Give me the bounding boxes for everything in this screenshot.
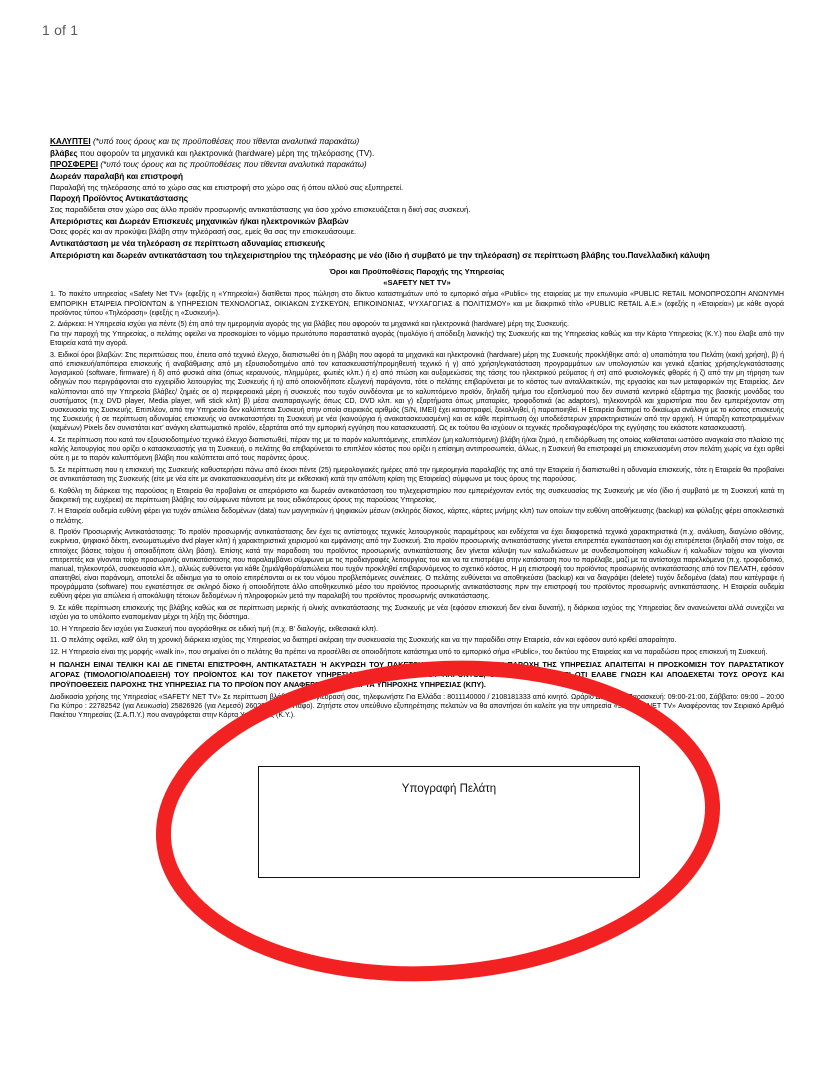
header-label-unlimited-repairs: Απεριόριστες και Δωρεάν Επισκευές μηχανικών ή/και ηλεκτρονικών βλαβών [50, 216, 349, 226]
header-rest-3: (*υπό τους όρους και τις προϋποθέσεις που τίθενται αναλυτικά παρακάτω) [100, 160, 367, 170]
term-paragraph-1: 1. Το πακέτο υπηρεσίας «Safety Net TV» (εφεξής η «Υπηρεσία») διατίθεται προς πώληση στο δίκτυο καταστημάτων υπό το εμπορικό σήμα «Public» της εταιρείας με την επωνυμία «PUBLIC RETAIL ΜΟΝΟΠΡΟΣΩΠΗ ΑΝΩΝΥΜΗ ΕΜΠΟΡΙΚΗ ΕΤΑΙΡΕΙΑ ΠΡΟΪΟΝΤΩΝ & ΥΠΗΡΕΣΙΩΝ ΤΕΧΝΟΛΟΓΙΑΣ, ΟΙΚΙΑΚΩΝ ΣΥΣΚΕΥΩΝ, ΕΠΙΚΟΙΝΩΝΙΑΣ, ΨΥΧΑΓΩΓΙΑΣ & ΠΟΛΙΤΙΣΜΟΥ» και με διακριτικό τίτλο «PUBLIC RETAIL A.E.» (εφεξής η «Εταιρεία») με κάθε αγορά προϊόντος τύπου «Τηλεόραση» (εφεξής η «Συσκευή»). [50, 291, 784, 317]
header-line-5: Παραλαβή της τηλεόρασης από το χώρο σας και επιστροφή στο χώρο σας ή όπου αλλού σας εξυπηρετεί. [50, 182, 404, 192]
usage-procedure-paragraph: Διαδικασία χρήσης της Υπηρεσίας «SAFETY NET TV» Σε περίπτωση βλάβης στην τηλεόρασή σας, τηλεφωνήστε Για Ελλάδα : 8011140000 / 2108181333 από κινητό. Ωράριο Δευτέρα - Παρασκευή: 09:00-21:00, Σάββατο: 09:00 – 20:00 Για Κύπρο : 22782542 (για Λευκωσία) 25826926 (για Λεμεσό) 26023030 (για Πάφο). Ζητήστε στον υπεύθυνο εξυπηρέτησης πελατών να θα απαντήσει ότι καλείτε για την υπηρεσία «SAFETY NET TV» Αναφέροντας τον Σειριακό Αριθμό Πακέτου Υπηρεσίας (Σ.Α.Π.Υ.) που αναγράφεται στην Κάρτα Υπηρεσίας (Κ.Υ.). [50, 693, 784, 720]
customer-signature-box[interactable] [258, 766, 640, 878]
term-paragraph-5: 5. Σε περίπτωση που η επισκευή της Συσκευής καθυστερήσει πάνω από έκοσι πέντε (25) ημερολογιακές ημέρες από την ημερομηνία παραλαβής της από την Εταιρεία ή διαπιστωθεί η αδυναμία επισκευής, τότε η Εταιρεία θα προβαίνει σε αντικατάσταση της Συσκευής (είτε με νέα είτε με ανακατασκευασμένη είτε με εκθεσιακή κατά την απόλυτη κρίση της Εταιρείας) σύμφωνα με τους όρους της παρούσας. [50, 466, 784, 483]
header-line-4 [50, 171, 784, 183]
term-paragraph-6: 6. Καθόλη τη διάρκεια της παρούσας η Εταιρεία θα προβαίνει σε απεριόριστο και δωρεάν αντικατάσταση του τηλεχειριστηρίου που εμπεριέχονταν εντός της συσκευασίας της Συσκευής με νέο (ίδιο ή συμβατό με τη Συσκευή κατά τη διακριτική της ευχέρεια) σε περίπτωση βλάβης του σύμφωνα πάντοτε με τους ειδικότερους όρους της παρούσας Υπηρεσίας. [50, 487, 784, 504]
terms-title-line-1: Όροι και Προϋποθέσεις Παροχής της Υπηρεσίας [329, 267, 505, 277]
term-paragraph-2: 2. Διάρκεια: Η Υπηρεσία ισχύει για πέντε (5) έτη από την ημερομηνία αγοράς της για βλάβες που αφορούν τα μηχανικά και ηλεκτρονικά (hardware) μέρη της Συσκευής. [50, 321, 570, 329]
customer-signature-label: Υπογραφή Πελάτη [401, 783, 497, 795]
term-paragraph-3: 3. Ειδικοί όροι βλαβών: Στις περιπτώσεις που, έπειτα από τεχνικό έλεγχο, διαπιστωθεί ότι η βλάβη που αφορά τα μηχανικά και ηλεκτρονικά (hardware) μέρη της Συσκευής προκλήθηκε από: α) υπαιτιότητα του Πελάτη (κακή χρήση), β) ή από επισκευή/απόπειρα επισκευής ή αναβάθμισης από μη εξουσιοδοτημένο από τον κατασκευαστή/προμηθευτή τεχνικό ή γ) από χρήση/εγκατάσταση προγραμμάτων ων υπολογιστών και γενικά εξαιτίας χρήσης/εγκατάστασης λογισμικού (software, firmware) ή δ) από φυσικά αίτια (όπως κεραυνούς, πλημμύρες, φωτιές κλπ.) ή ε) από πτώση και αυξομειώσεις της τάσης του ηλεκτρικού ρεύματος ή στ) από φυσιολογικές φθορές ή ζ) από την μη τήρηση των οδηγιών που περιγράφονται στο εγχειρίδιο λειτουργίας της Συσκευής ή η) από οποιονδήποτε εξωγενή παράγοντα, τότε ο πελάτης επιβαρύνεται με το κόστος των ανταλλακτικών, της εργασίας και των μεταφορικών της Εταιρείας. Δεν καλύπτονται από την Υπηρεσία βλάβες/ ζημιές σε α) περιφερειακά μέρη ή συσκευές που τυχόν συνδέονται με το καλυπτόμενο προϊόν, δηλαδή τμήμα του εξοπλισμού που δεν συνιστά κεντρικό εξάρτημα της βασικής μονάδας του συστήματος (π.χ DVD player, Media player, wifi stick κλπ) β) μέσα αναπαραγωγής όπως CD, DVD κλπ. και γ) εξαρτήματα όπως μπαταρίες, τροφοδοτικά (ac adaptors), τηλεκοντρόλ και χειριστήρια που δεν εμπεριέχονταν στη συσκευασία της Συσκευής. Επιπλέον, από την Υπηρεσία δεν καλύπτεται Συσκευή στην οποία σειριακός αριθμός (S/N, IMEI) έχει καταστραφεί, ξεκολληθεί, ή παραποιηθεί. Η Εταιρεία διατηρεί το δικαίωμα ανάλογα με το κόστος επισκευής της Συσκευής ή σε περίπτωση αδυναμίας επισκευής να αντικαταστήσει τη Συσκευή με νέα (καινούργια ή ανακατασκευασμένη) και σε κάθε περίπτωση όχι υποδεέστερων χαρακτηριστικών από την αρχική. Η ύπαρξη κατεστραμμένων (καμένων) Pixels δεν συνιστάται κατ' ανάγκη ελαττωματικό προϊόν, εξαρτάται από την εμπορική εγγύηση που κατασκευαστή. Ως εκ τούτου θα ισχύουν οι τεχνικές προδιαγραφές/όροι της εγγύησης του εκάστοτε κατασκευαστή. [50, 351, 784, 433]
header-label-kalyptei: ΚΑΛΥΠΤΕΙ [50, 137, 91, 146]
header-label-free-pickup: Δωρεάν παραλαβή και επιστροφή [50, 171, 184, 181]
terms-title-line-2: «SAFETY NET TV» [383, 277, 451, 287]
header-label-prosferei: ΠΡΟΣΦΕΡΕΙ [50, 160, 99, 170]
term-paragraph-4: 4. Σε περίπτωση που κατά τον εξουσιοδοτημένο τεχνικό έλεγχο διαπιστωθεί, πέραν της με το παρόν καλυπτόμενης, επιπλέον (μη καλυπτόμενη) βλάβη ή/και ζημιά, η επιδιόρθωση της οποίας καθίσταται ωστόσο αναγκαία στο πλαίσιο της καλής λειτουργίας που ορίζει ο κατασκευαστής για τη Συσκευή, ο πελάτης θα επιβαρύνεται το επιπλέον κόστος που ορίζει η επίσημη αντιπροσωπεία, άλλως, η Συσκευή θα επιστραφεί μη επισκευασμένη στον πελάτη χωρίς να έχει αρθεί ούτε η με το παρόν καλυπτόμενη βλάβη που καλύπτεται από τους παρόντες όρους. [50, 436, 784, 463]
header-rest-1: (*υπό τους όρους και τις προϋποθέσεις που τίθενται αναλυτικά παρακάτω) [92, 137, 360, 146]
document-page [0, 48, 832, 1080]
header-line-11 [50, 250, 784, 262]
terms-title [50, 267, 784, 288]
header-line-9: Όσες φορές και αν προκύψει βλάβη στην τηλεόρασή σας, εμείς θα σας την επισκευάσουμε. [50, 227, 357, 237]
document-body [50, 136, 784, 720]
header-line-8 [50, 216, 784, 228]
header-line-2 [50, 148, 784, 160]
header-label-new-tv-replacement: Αντικατάσταση με νέα τηλεόραση σε περίπτωση αδυναμίας επισκευής [50, 239, 326, 249]
header-label-vlaves: βλάβες [50, 148, 78, 158]
term-paragraph-9: 9. Σε κάθε περίπτωση επισκευής της βλάβης καθώς και σε περίπτωση μερικής ή ολικής αντικατάστασης της Συσκευής με νέα (εφόσον επισκευή δεν είναι δυνατή), η διάρκεια ισχύος της Υπηρεσίας δεν ανανεώνεται αλλά συνεχίζει να ισχύει για το υπόλοιπο εναπομείναν μέχρι τη λήξη της διάστημα. [50, 604, 784, 622]
header-label-replacement-product: Παροχή Προϊόντος Αντικατάστασης [50, 194, 188, 204]
page-indicator: 1 of 1 [42, 22, 79, 38]
term-paragraph-10: 10. Η Υπηρεσία δεν ισχύει για Συσκευή που αγοράσθηκε σε ειδική τιμή (π.χ. Β' διαλογής, εκθεσιακά κλπ). [50, 625, 378, 633]
term-paragraph-2b: Για την παροχή της Υπηρεσίας, ο πελάτης οφείλει να προσκομίσει το νόμιμο πρωτότυπο παραστατικό αγοράς (τιμολόγιο ή απόδειξη λιανικής) της Συσκευής και της Υπηρεσίας καθώς και την Κάρτα Υπηρεσίας (Κ.Υ.) που έλαβε από την Εταιρεία κατά την αγορά. [50, 331, 784, 348]
header-line-7: Σας παραδίδεται στον χώρο σας άλλο προϊόν προσωρινής αντικατάστασης για όσο χρόνο επισκευάζεται η δική σας συσκευή. [50, 204, 471, 214]
header-rest-2: που αφορούν τα μηχανικά και ηλεκτρονικά (hardware) μέρη της τηλεόρασης (TV). [79, 148, 375, 158]
header-line-10 [50, 238, 784, 250]
term-paragraph-8: 8. Προϊόν Προσωρινής Αντικατάστασης: Το προϊόν προσωρινής αντικατάστασης δεν έχει τις αντίστοιχες τεχνικές λειτουργικούς παραμέτρους και ενδέχεται να έχει διαφορετικά τεχνικά χαρακτηριστικά (π.χ. ανάλυση, διαγώνιο οθόνης, ευκρίνεια, ψηφιακό δέκτη, ενσωματωμένο dvd player κλπ) ή χαρακτηριστικά χειρισμού και εμφάνισης από την Συσκευή. Στο προϊόν προσωρινής αντικατάστασης γίνεται επιτρεπτέα εγκατάσταση και όχι επιτρέπεται (δηλαδή στον τοίχο, σε επιτοίχες βάσεις τοίχου ή οποιαδήποτε άλλη βάση). Επίσης κατά την παραδοση του προϊόντος προσωρινής αντικατάστασης δεν γίνεται κάλυψη των καλωδιώσεων με συνδεσιμοποίηση καλωδίων ή καλωδίων τοίχου και γίνονται επιτρεπτές και γίνονται τοίχο προσωρινής αντικατάστασης που παραλαμβάνει σύμφωνα με τις προδιαγραφές λειτουργίας του και να τα επιστρέψει στην κατάσταση που το παρέλαβε, μαζί με τα αντίστοιχα παρελκόμενα (π.χ. τροφοδοτικό, manual, τηλεκοντρόλ, συσκευασία κλπ.), αλλιώς ευθύνεται για κάθε ζημιά/φθορά/απώλεια που τυχόν προκληθεί επιβαρυνόμενος το σχετικό κόστος. Η μη επιστροφή του προϊόντος προσωρινής αντικατάστασης από τον ΠΕΛΑΤΗ, εφόσον απαιτηθεί, είναι παράνομη, αποτελεί δε αδίκημα για το οποίο επιτρέπονται οι εκ του νόμου προβλεπόμενες συνέπειες. Ο πελάτης ευθύνεται να αποθηκεύσει (backup) και να διαγράψει (delete) τυχόν δεδομένα (data) που κατέγραψε ή προγράμματα (software) που εγκατέστησε σε σκληρό δίσκο ή οποιοδήποτε άλλο αποθηκευτικό μέσο του προϊόντος προσωρινής αντικατάστασης πριν την επιστροφή του προϊόντος προσωρινής αντικατάστασης. Η Εταιρεία ουδεμία ευθύνη φέρει για απώλεια ή αποκάλυψη τέτοιων δεδομένων ή πληροφοριών μετά την παραλαβή του προϊόντος προσωρινής αντικατάστασης. [50, 529, 784, 601]
term-paragraph-12: 12. Η Υπηρεσία είναι της μορφής «walk in», που σημαίνει ότι ο πελάτης θα πρέπει να προσέλθει σε οποιοδήποτε κατάστημα υπό το εμπορικό σήμα «Public», του δικτύου της Εταιρείας και να παραδώσει προς επισκευή τη Συσκευή. [50, 649, 768, 657]
term-paragraph-11: 11. Ο πελάτης οφείλει, καθ' όλη τη χρονική διάρκεια ισχύος της Υπηρεσίας να διατηρεί ακέραιη την συσκευασία της Συσκευής και να την παραδίδει στην Εταιρεία, εάν και εφόσον αυτό κριθεί απαραίτητο. [50, 637, 677, 645]
header-line-6 [50, 193, 784, 205]
term-paragraph-7: 7. Η Εταιρεία ουδεμία ευθύνη φέρει για τυχόν απώλεια δεδομένων (data) των μαγνητικών ή ψηφιακών μέσων (σκληρός δίσκος, κάρτες, κάρτες μνήμης κλπ) των οποίων την ευθύνη αποθήκευσης (backup) και φύλαξης φέρει αποκλειστικά ο πελάτης. [50, 508, 784, 525]
header-line-3 [50, 159, 784, 171]
final-sale-notice: Η ΠΩΛΗΣΗ ΕΙΝΑΙ ΤΕΛΙΚΗ ΚΑΙ ΔΕ ΓΙΝΕΤΑΙ ΕΠΙΣΤΡΟΦΗ, ΑΝΤΙΚΑΤΑΣΤΑΣΗ Ή ΑΚΥΡΩΣΗ ΤΟΥ ΠΑΚΕΤΟΥ ΥΠΗΡΕΣΙΑΣ. ΓΙΑ ΤΗΝ ΠΑΡΟΧΗ ΤΗΣ ΥΠΗΡΕΣΙΑΣ ΑΠΑΙΤΕΙΤΑΙ Η ΠΡΟΣΚΟΜΙΣΗ ΤΟΥ ΠΑΡΑΣΤΑΤΙΚΟΥ ΑΓΟΡΑΣ (ΤΙΜΟΛΟΓΙΟ/ΑΠΟΔΕΙΞΗ) ΤΟΥ ΠΡΟΪΟΝΤΟΣ ΚΑΙ ΤΟΥ ΠΑΚΕΤΟΥ ΥΠΗΡΕΣΙΑΣ.ΜΕ ΤΗΝ ΑΓΟΡΑ ΤΟΥ ΠΑΡΟΝΤΟΣ, Ο ΠΕΛΑΤΗΣ ΔΗΛΩΝΕΙ ΟΤΙ ΕΛΑΒΕ ΓΝΩΣΗ ΚΑΙ ΑΠΟΔΕΧΕΤΑΙ ΤΟΥΣ ΟΡΟΥΣ ΚΑΙ ΠΡΟΫΠΟΘΕΣΕΙΣ ΠΑΡΟΧΗΣ ΤΗΣ ΥΠΗΡΕΣΙΑΣ ΓΙΑ ΤΟ ΠΡΟΪΟΝ ΠΟΥ ΑΝΑΦΕΡΕΤΑΙ ΣΤΗ ΚΑΡΤΑ ΥΠΗΡΟΧΗΣ ΥΠΗΡΕΣΙΑΣ (ΚΠΥ). [50, 660, 784, 690]
coverage-header-block [50, 136, 784, 261]
header-label-remote-replacement: Απεριόριστη και δωρεάν αντικατάσταση του τηλεχειριστηρίου της τηλεόρασης με νέο (ίδιο ή συμβατό με την τηλεόραση) σε περίπτωση βλάβης του.Πανελλαδική κάλυψη [50, 250, 710, 260]
header-line-1 [50, 136, 784, 148]
